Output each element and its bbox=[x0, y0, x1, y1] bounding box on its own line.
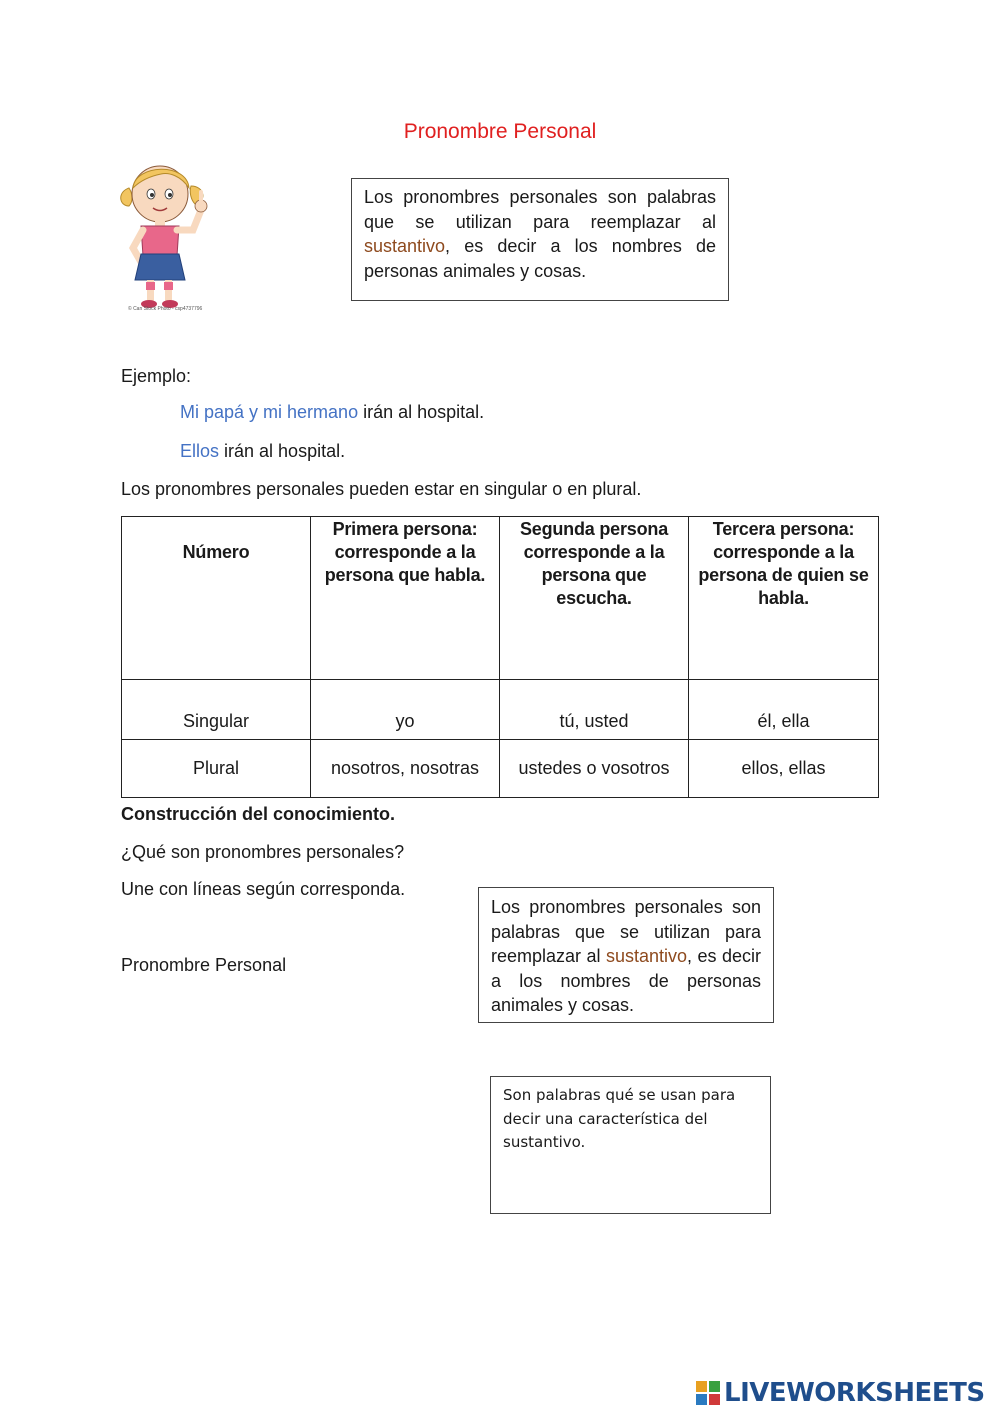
definition-text: Los pronombres personales son palabras que se utilizan para reemplazar al bbox=[364, 187, 716, 232]
table-cell: él, ella bbox=[689, 680, 879, 740]
example-sentence-2 bbox=[180, 441, 345, 462]
example-subject-2: Ellos bbox=[180, 441, 220, 461]
activity-heading: Construcción del conocimiento. bbox=[121, 804, 396, 824]
table-header-row bbox=[122, 517, 879, 680]
header-third-person: Tercera persona: corresponde a la persona de quien se habla. bbox=[689, 517, 879, 680]
table-cell: nosotros, nosotras bbox=[311, 740, 500, 798]
match-option-1[interactable] bbox=[478, 887, 774, 1023]
option-2-text: Son palabras qué se usan para decir una característica del sustantivo. bbox=[503, 1086, 736, 1151]
match-option-2[interactable] bbox=[490, 1076, 771, 1214]
table-cell: ustedes o vosotros bbox=[500, 740, 689, 798]
table-row bbox=[122, 740, 879, 798]
definition-highlight: sustantivo bbox=[364, 236, 446, 256]
definition-box bbox=[351, 178, 729, 301]
example-rest-1: irán al hospital. bbox=[358, 402, 485, 422]
row-label-plural: Plural bbox=[122, 740, 311, 798]
activity-question: ¿Qué son pronombres personales? bbox=[121, 842, 405, 862]
activity-instruction: Une con líneas según corresponda. bbox=[121, 879, 406, 899]
example-subject-1: Mi papá y mi hermano bbox=[180, 402, 359, 422]
image-caption: © Can Stock Photo - csp4737796 bbox=[128, 306, 203, 312]
table-row bbox=[122, 680, 879, 740]
option-1-highlight: sustantivo bbox=[605, 946, 688, 966]
row-label-singular: Singular bbox=[122, 680, 311, 740]
liveworksheets-logo[interactable] bbox=[696, 1378, 985, 1408]
brand-name: LIVEWORKSHEETS bbox=[724, 1378, 985, 1408]
girl-illustration bbox=[115, 158, 220, 316]
page-title: Pronombre Personal bbox=[403, 120, 597, 143]
table-cell: ellos, ellas bbox=[689, 740, 879, 798]
header-number: Número bbox=[122, 517, 311, 680]
definition-text-end: , es decir a los nombres de personas animales y cosas. bbox=[364, 236, 716, 281]
example-rest-2: irán al hospital. bbox=[219, 441, 346, 461]
example-sentence-1 bbox=[180, 402, 484, 423]
header-second-person: Segunda persona corresponde a la persona que escucha. bbox=[500, 517, 689, 680]
table-cell: tú, usted bbox=[500, 680, 689, 740]
example-note: Los pronombres personales pueden estar en singular o en plural. bbox=[121, 479, 642, 499]
header-first-person: Primera persona: corresponde a la persona que habla. bbox=[311, 517, 500, 680]
pronoun-table bbox=[121, 516, 879, 798]
logo-icon bbox=[696, 1381, 720, 1405]
option-1-text: Los pronombres personales son palabras que se utilizan para reemplazar al bbox=[491, 897, 761, 966]
option-1-text-end: , es decir a los nombres de personas animales y cosas. bbox=[491, 946, 761, 1015]
table-cell: yo bbox=[311, 680, 500, 740]
match-term[interactable]: Pronombre Personal bbox=[121, 955, 287, 975]
example-label: Ejemplo: bbox=[121, 366, 192, 386]
